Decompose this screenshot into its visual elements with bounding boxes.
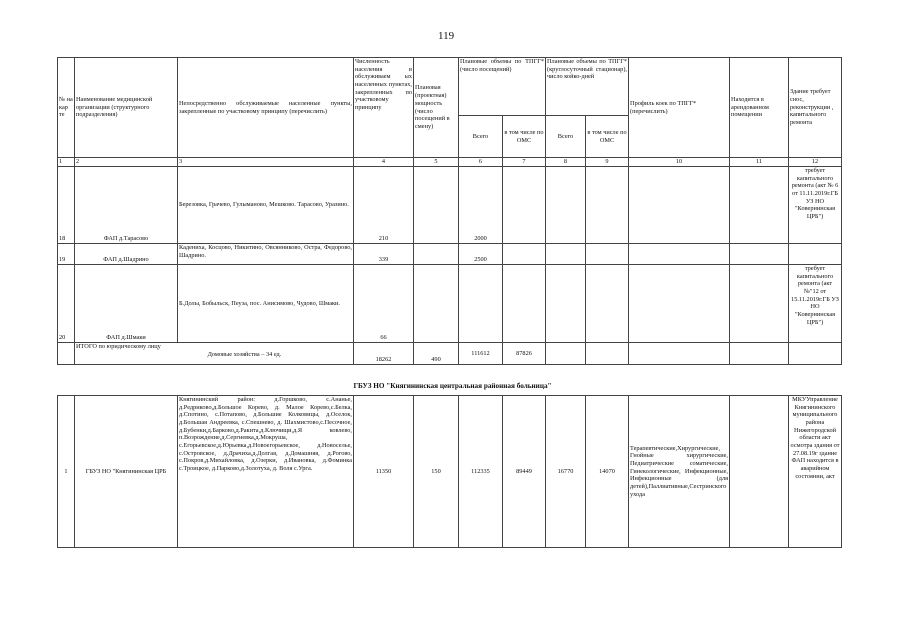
beds-total: 16770 — [546, 396, 586, 548]
total-capacity: 490 — [414, 343, 459, 365]
empty-cell — [730, 343, 789, 365]
total-population: 18262 — [354, 343, 414, 365]
capacity — [414, 244, 459, 265]
beds-oms: 14070 — [586, 396, 629, 548]
visits-oms — [503, 244, 546, 265]
empty-cell — [586, 343, 629, 365]
column-number: 10 — [629, 158, 730, 167]
column-number: 11 — [730, 158, 789, 167]
organization-name: ФАП д.Шадрино — [75, 244, 178, 265]
visits-total — [459, 265, 503, 343]
beds-total — [546, 167, 586, 244]
column-number: 5 — [414, 158, 459, 167]
table-row — [58, 396, 842, 548]
population: 339 — [354, 244, 414, 265]
row-number: 1 — [58, 396, 75, 548]
column-number: 12 — [789, 158, 842, 167]
visits-oms — [503, 265, 546, 343]
rented — [730, 396, 789, 548]
organization-name: ФАП д.Тарасово — [75, 167, 178, 244]
column-number: 2 — [75, 158, 178, 167]
column-number: 3 — [178, 158, 354, 167]
households-note: Домовые хозяйства – 34 ед. — [207, 351, 282, 358]
column-number: 1 — [58, 158, 75, 167]
column-number: 9 — [586, 158, 629, 167]
building-status — [789, 244, 842, 265]
rented — [730, 244, 789, 265]
column-number: 8 — [546, 158, 586, 167]
header-visits-total: Всего — [459, 116, 503, 158]
row-number: 18 — [58, 167, 75, 244]
header-beds-plan: Плановые объемы по ТПГГ* (круглосуточный стационар), число койко-дней — [546, 58, 629, 116]
table-row — [58, 265, 842, 343]
organization-name: ГБУЗ НО "Княгининская ЦРБ — [75, 396, 178, 548]
header-row-number: № на кар те — [58, 58, 75, 158]
population: 66 — [354, 265, 414, 343]
empty-cell — [789, 343, 842, 365]
header-building: Здание требует снос, реконструкции , капитального ремонта — [789, 58, 842, 158]
settlements: Кадениха, Косцово, Никитино, Овсянниково, Остра, Федорово, Шадрино. — [178, 244, 354, 265]
capacity — [414, 265, 459, 343]
header-beds-oms: в том числе по ОМС — [586, 116, 629, 158]
beds-total — [546, 244, 586, 265]
header-bed-profile: Профиль коек по ТПГГ* (перечислить) — [629, 58, 730, 158]
beds-total — [546, 265, 586, 343]
settlements: Княгининский район: д.Горшково, с.Ананье, д.Редриково,д.Большое Корево, д. Малое Корево,с.Белка, д.Спотино, с.Потапово, д.Большие Колковицы, д.Оселок, д.Большая Андреевка, с.Спешнево, д. Шахмистово,с.Песочное, д.Бубенки,д.Барково,д.Ракита,д.Ключищи,д.Я ковлево, п.Возрождение,д.Сергиевка,д.Мокруша, с.Егорьевское,д.Юрьевка,д.Новоегорьевское, д.Новоселье, с.Островское, д.Драчиха,д.Долгая, д.Домашняя, д.Рогово, с.Покров,д.Михайловка, д.Озерки, д.Ивановка, д.Фоминка с.Троицкое, д.Парково,д.Золотуха, д. Воля с.Урга. — [178, 396, 354, 548]
column-number: 7 — [503, 158, 546, 167]
section-title: ГБУЗ НО "Княгининская центральная районная больница" — [353, 382, 552, 390]
population: 11350 — [354, 396, 414, 548]
header-settlements: Непосредственно обслуживаемые населенные пункты, закрепленные по участковому принципу (перечислить) — [178, 58, 354, 158]
beds-oms — [586, 244, 629, 265]
beds-oms — [586, 167, 629, 244]
rented — [730, 167, 789, 244]
facilities-table-part1 — [57, 57, 842, 365]
capacity — [414, 167, 459, 244]
page-number: 119 — [438, 30, 455, 42]
table-row — [58, 167, 842, 244]
bed-profile — [629, 244, 730, 265]
table-row — [58, 244, 842, 265]
column-number: 4 — [354, 158, 414, 167]
population: 210 — [354, 167, 414, 244]
bed-profile: Терапевтические,Хирургические, Гнойные хирургические, Педиатрические соматические, Гинекологические, Инфекционные, Инфекционные (для детей),Паллиативные,Сестринского ухода — [629, 396, 730, 548]
visits-total: 2000 — [459, 167, 503, 244]
visits-oms: 89449 — [503, 396, 546, 548]
visits-oms — [503, 167, 546, 244]
header-beds-total: Всего — [546, 116, 586, 158]
rented — [730, 265, 789, 343]
visits-total: 2500 — [459, 244, 503, 265]
total-label: ИТОГО по юридическому лицу — [76, 343, 161, 350]
total-row — [58, 343, 842, 365]
facilities-table-part2 — [57, 395, 842, 548]
header-population: Численность населения в обслуживаем ых населенных пунктах, закрепленных по участковому принципу — [354, 58, 414, 158]
visits-total: 112335 — [459, 396, 503, 548]
capacity: 150 — [414, 396, 459, 548]
building-status: требует капитального ремонта (акт № 6 от 11.11.2019г.ГБ УЗ НО "Ковернинская ЦРБ") — [789, 167, 842, 244]
header-organization: Наименование медицинской организации (структурного подразделения) — [75, 58, 178, 158]
building-status: МКУУправление Княгининского муниципального района Нижегородской области акт осмотра здания от 27.08.19г здание ФАП находится в аварийном состоянии, акт — [789, 396, 842, 548]
header-visits-oms: в том числе по ОМС — [503, 116, 546, 158]
bed-profile — [629, 265, 730, 343]
row-number: 20 — [58, 265, 75, 343]
settlements: Березовка, Грачево, Гулыманово, Мешково. Тарасово, Уразино. — [178, 167, 354, 244]
settlements: Б.Долы, Бобыльск, Пеуза, пос. Анисимово, Чудово, Шмаки. — [178, 265, 354, 343]
column-number: 6 — [459, 158, 503, 167]
header-rented: Находится в арендованном помещении — [730, 58, 789, 158]
header-capacity: Плановая (проектная) мощность (число посещений в смену) — [414, 58, 459, 158]
empty-cell — [58, 343, 75, 365]
total-visits: 111612 — [459, 343, 503, 365]
bed-profile — [629, 167, 730, 244]
empty-cell — [546, 343, 586, 365]
organization-name: ФАП д.Шмаки — [75, 265, 178, 343]
empty-cell — [629, 343, 730, 365]
row-number: 19 — [58, 244, 75, 265]
beds-oms — [586, 265, 629, 343]
total-visits-oms: 87826 — [503, 343, 546, 365]
total-label-cell — [75, 343, 354, 365]
building-status: требует капитального ремонта (акт №"12 от 15.11.2019г.ГБ УЗ НО "Ковернинская ЦРБ") — [789, 265, 842, 343]
header-visits-plan: Плановые объемы по ТПГГ* (число посещений) — [459, 58, 546, 116]
